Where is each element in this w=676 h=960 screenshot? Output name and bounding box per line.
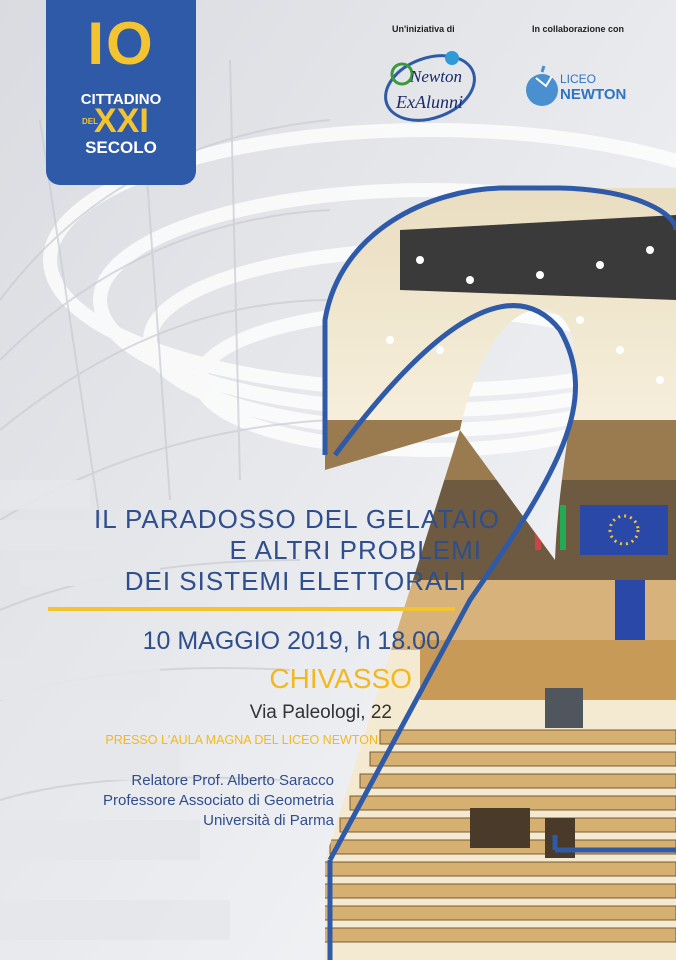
io-cittadino-logo: [46, 0, 196, 185]
event-title-line-2: E ALTRI PROBLEMI: [229, 535, 482, 565]
event-title-line-1: IL PARADOSSO DEL GELATAIO: [94, 504, 500, 534]
speaker-university: Università di Parma: [203, 812, 334, 829]
speaker-role: Professore Associato di Geometria: [103, 792, 334, 809]
logo-xxi: XXI: [94, 102, 149, 140]
event-city: CHIVASSO: [269, 663, 412, 694]
event-title-line-3: DEI SISTEMI ELETTORALI: [124, 566, 467, 596]
logo-io: IO: [87, 10, 155, 77]
newton-exalunni-logo: [378, 44, 488, 126]
eu-flag-icon: [580, 505, 668, 555]
logo-cittadino: CITTADINO: [80, 91, 162, 108]
logo-del: DEL: [82, 117, 98, 126]
event-address: Via Paleologi, 22: [249, 702, 392, 723]
collaboration-label: In collaborazione con: [532, 24, 625, 34]
yellow-divider: [48, 607, 455, 611]
event-date: 10 MAGGIO 2019, h 18.00: [142, 627, 440, 655]
newton-logo-line1: Newton: [410, 67, 462, 86]
event-venue: PRESSO L'AULA MAGNA DEL LICEO NEWTON: [105, 733, 378, 747]
newton-logo-line2: ExAlunni: [396, 92, 463, 112]
initiative-label: Un'iniziativa di: [392, 24, 455, 34]
logo-secolo: SECOLO: [85, 138, 157, 157]
liceo-logo-line2: NEWTON: [560, 86, 627, 103]
speaker-name: Relatore Prof. Alberto Saracco: [131, 772, 334, 789]
liceo-logo-line1: LICEO: [560, 72, 597, 86]
